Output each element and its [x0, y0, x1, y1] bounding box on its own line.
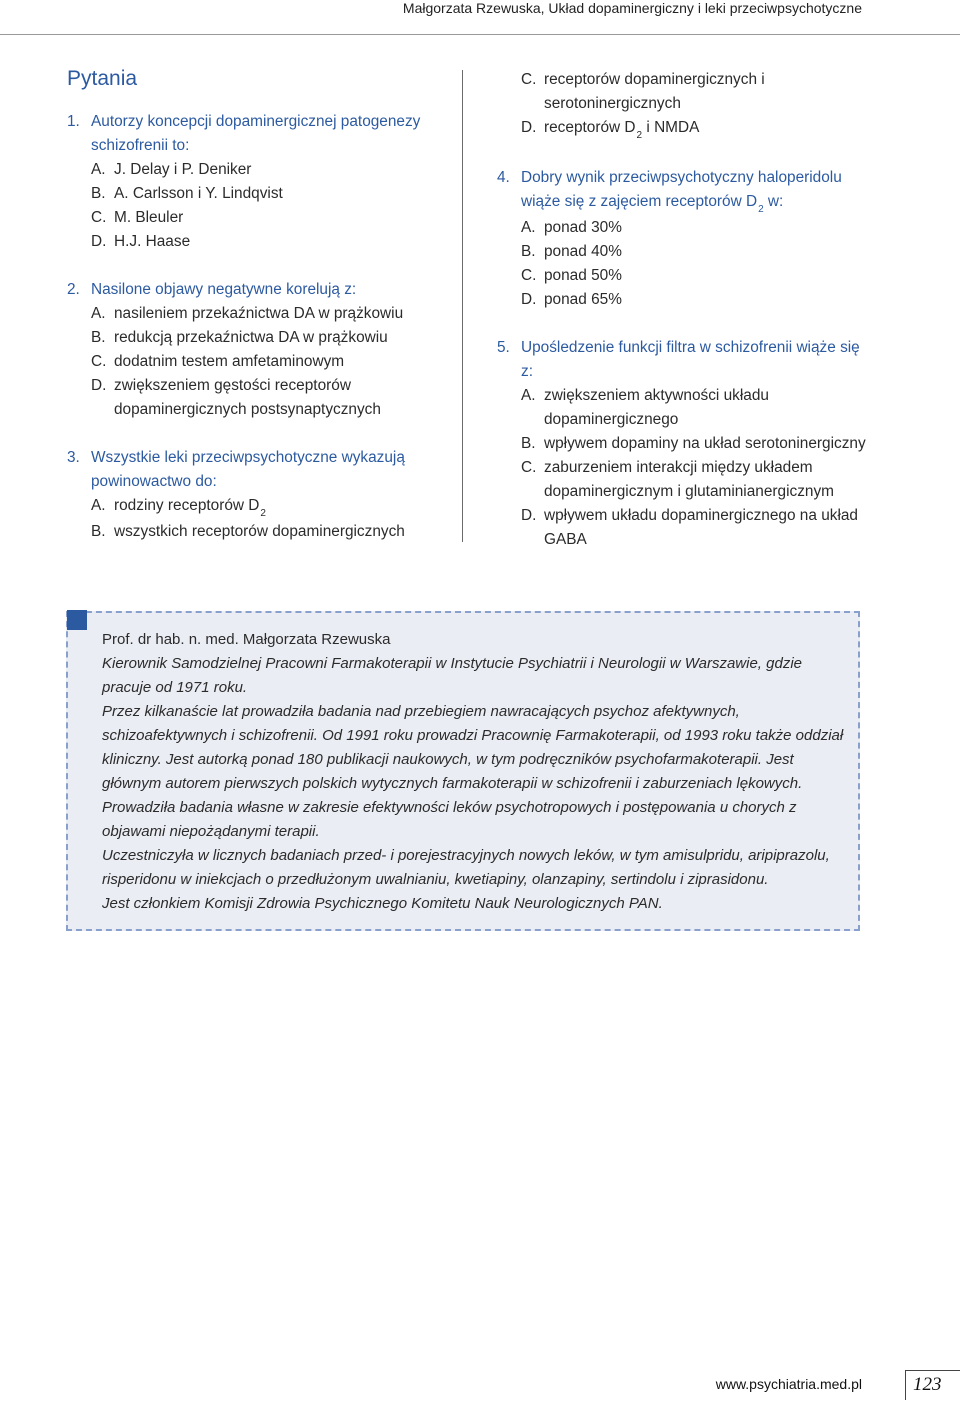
- bio-paragraph: Uczestniczyła w licznych badaniach przed- i porejestracyjnych nowych leków, w tym amisulpridu, aripiprazolu, risperidonu w iniekcjach o przedłużonym uwalnianiu, kwetiapiny, olanzapiny, sertindolu i ziprasidonu.: [102, 847, 830, 888]
- answer-option: C. zaburzeniem interakcji między układem dopaminergicznym i glutaminianergicznym: [521, 459, 834, 500]
- column-divider: [462, 70, 463, 542]
- question-2: [67, 278, 462, 422]
- accent-square: [67, 610, 87, 630]
- footer-url[interactable]: www.psychiatria.med.pl: [715, 1376, 862, 1392]
- subscript: 2: [758, 204, 764, 215]
- question-4: [497, 166, 867, 312]
- question-stem: Upośledzenie funkcji filtra w schizofrenii wiąże się z:: [521, 339, 860, 380]
- answer-option: C. dodatnim testem amfetaminowym: [91, 353, 345, 370]
- question-3: [67, 446, 462, 544]
- bio-paragraph: Kierownik Samodzielnej Pracowni Farmakoterapii w Instytucie Psychiatrii i Neurologii w Warszawie, gdzie pracuje od 1971 roku.: [102, 655, 802, 696]
- author-bio: [102, 628, 848, 916]
- question-number: 1.: [67, 113, 80, 130]
- section-title: Pytania: [67, 67, 138, 90]
- answer-option: D. receptorów $D_2$ i NMDA: [521, 119, 700, 141]
- question-stem: Autorzy koncepcji dopaminergicznej patogenezy schizofrenii to:: [91, 113, 421, 154]
- left-column: [67, 66, 462, 568]
- question-5: [497, 336, 867, 552]
- running-title: Małgorzata Rzewuska, Układ dopaminergiczny i leki przeciwpsychotyczne: [402, 0, 862, 16]
- answer-option: A. nasileniem przekaźnictwa DA w prążkowiu: [91, 305, 404, 322]
- page-number: 123: [913, 1374, 942, 1395]
- answer-option: A. J. Delay i P. Deniker: [91, 161, 252, 178]
- question-number: 4.: [497, 169, 510, 186]
- question-number: 3.: [67, 449, 80, 466]
- answer-option: A. rodziny receptorów $D_2$: [91, 497, 266, 519]
- footer-rule-vertical: [905, 1370, 906, 1400]
- footer-rule-horizontal: [905, 1370, 960, 1371]
- running-head: [0, 0, 960, 35]
- right-column: [497, 66, 867, 576]
- bio-paragraph: Prowadziła badania własne w zakresie efektywności leków psychotropowych i postępowania u chorych z objawami niepożądanymi terapii.: [102, 799, 797, 840]
- bio-paragraph: Przez kilkanaście lat prowadziła badania nad przebiegiem nawracających psychoz afektywnych, schizoafektywnych i schizofrenii. Od 1991 roku prowadzi Pracownię Farmakoterapii, od 1993 roku także oddział kliniczny. Jest autorką ponad 180 publikacji naukowych, w tym podręczników psychofarmakoterapii. Jest głównym autorem pierwszych polskich wytycznych farmakoterapii w schizofrenii i zaburzeniach lękowych.: [102, 703, 844, 792]
- answer-option: A. zwiększeniem aktywności układu dopaminergicznego: [521, 387, 769, 428]
- answer-option: A. ponad 30%: [521, 219, 622, 236]
- question-stem: Wszystkie leki przeciwpsychotyczne wykazują powinowactwo do:: [91, 449, 405, 490]
- answer-option: D. ponad 65%: [521, 291, 622, 308]
- answer-option: B. redukcją przekaźnictwa DA w prążkowiu: [91, 329, 388, 346]
- question-number: 2.: [67, 281, 80, 298]
- answer-option: D. wpływem układu dopaminergicznego na układ GABA: [521, 507, 858, 548]
- question-3-continued: [497, 68, 867, 142]
- answer-option: C. M. Bleuler: [91, 209, 184, 226]
- subscript: 2: [636, 130, 643, 141]
- answer-option: B. ponad 40%: [521, 243, 622, 260]
- question-number: 5.: [497, 339, 510, 356]
- bio-paragraph: Jest członkiem Komisji Zdrowia Psychicznego Komitetu Nauk Neurologicznych PAN.: [102, 895, 663, 912]
- question-stem: Dobry wynik przeciwpsychotyczny haloperidolu wiąże się z zajęciem receptorów $D_2$ w:: [521, 169, 842, 215]
- answer-option: B. wpływem dopaminy na układ serotoninergiczny: [521, 435, 866, 452]
- answer-option: C. receptorów dopaminergicznych i serotoninergicznych: [521, 71, 765, 112]
- question-1: [67, 110, 462, 254]
- answer-option: D. H.J. Haase: [91, 233, 191, 250]
- question-stem: Nasilone objawy negatywne korelują z:: [91, 281, 357, 298]
- author-name: Prof. dr hab. n. med. Małgorzata Rzewuska: [102, 631, 391, 648]
- subscript: 2: [260, 508, 266, 519]
- answer-option: B. wszystkich receptorów dopaminergicznych: [91, 523, 405, 540]
- answer-option: D. zwiększeniem gęstości receptorów dopaminergicznych postsynaptycznych: [91, 377, 381, 418]
- answer-option: B. A. Carlsson i Y. Lindqvist: [91, 185, 283, 202]
- answer-option: C. ponad 50%: [521, 267, 622, 284]
